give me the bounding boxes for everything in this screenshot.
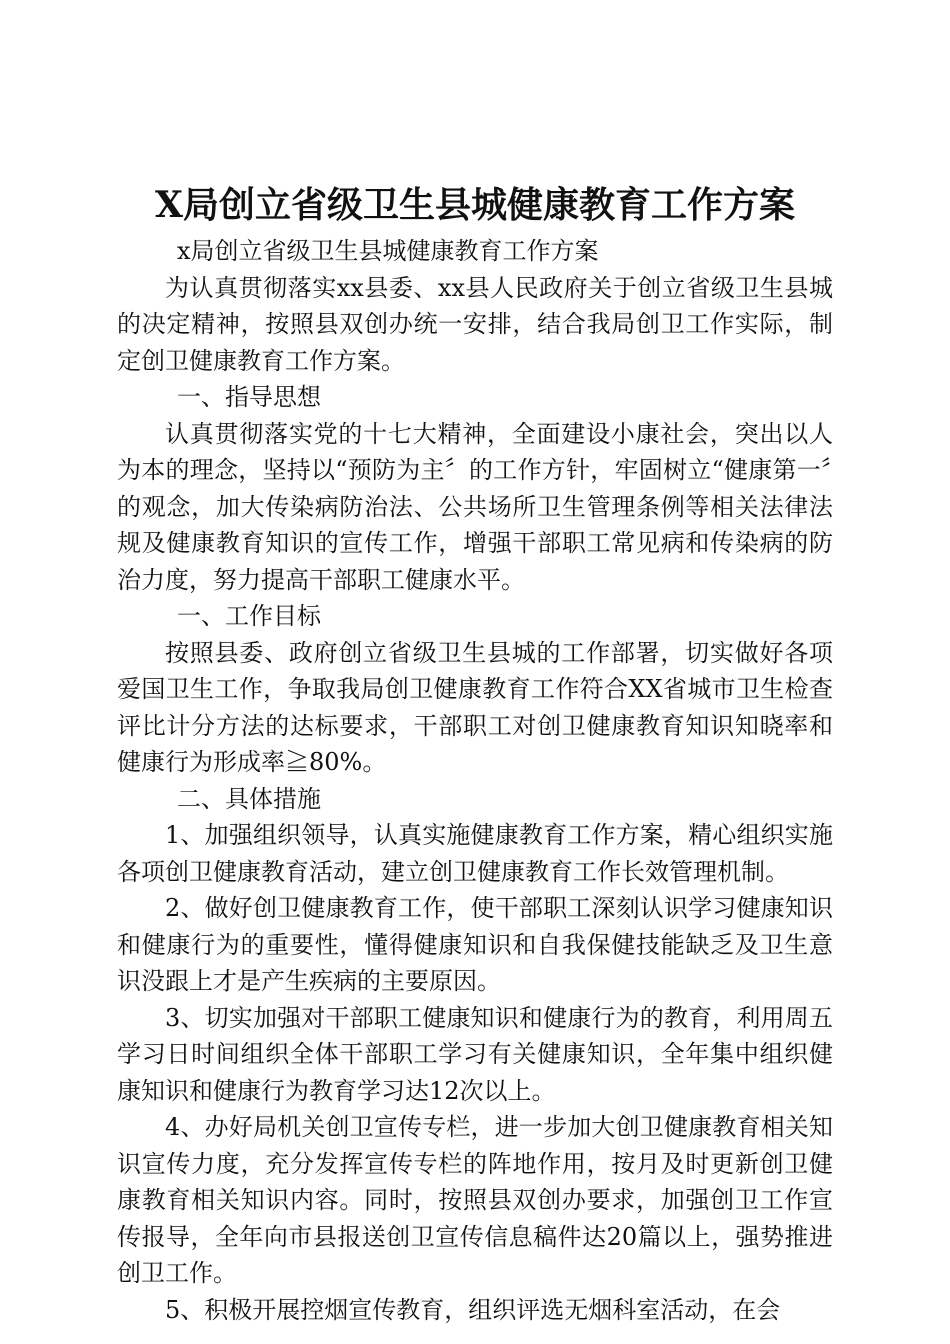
document-title: X局创立省级卫生县城健康教育工作方案 [155, 184, 795, 226]
measure-item: 1、加强组织领导，认真实施健康教育工作方案，精心组织实施各项创卫健康教育活动，建立创卫健康教育工作长效管理机制。 [117, 821, 833, 886]
body-paragraph: 认真贯彻落实党的十七大精神，全面建设小康社会，突出以人为本的理念，坚持以“预防为主〞的工作方针，牢固树立“健康第一〞的观念，加大传染病防治法、公共场所卫生管理条例等相关法律法规及健康教育知识的宣传工作，增强干部职工常见病和传染病的防治力度，努力提高干部职工健康水平。 [117, 419, 833, 594]
section-heading: 一、指导思想 [177, 383, 321, 411]
section-heading: 二、具体措施 [177, 784, 321, 813]
measure-item: 4、办好局机关创卫宣传专栏，进一步加大创卫健康教育相关知识宣传力度，充分发挥宣传专栏的阵地作用，按月及时更新创卫健康教育相关知识内容。同时，按照县双创办要求，加强创卫工作宣传报导，全年向市县报送创卫宣传信息稿件达20篇以上，强势推进创卫工作。 [117, 1113, 833, 1287]
measure-item: 2、做好创卫健康教育工作，使干部职工深刻认识学习健康知识和健康行为的重要性，懂得健康知识和自我保健技能缺乏及卫生意识没跟上才是产生疾病的主要原因。 [117, 894, 833, 995]
measure-item: 3、切实加强对干部职工健康知识和健康行为的教育，利用周五学习日时间组织全体干部职工学习有关健康知识，全年集中组织健康知识和健康行为教育学习达12次以上。 [117, 1003, 833, 1105]
subtitle-line: x局创立省级卫生县城健康教育工作方案 [177, 237, 599, 265]
intro-paragraph: 为认真贯彻落实xx县委、xx县人民政府关于创立省级卫生县城的决定精神，按照县双创办统一安排，结合我局创卫工作实际，制定创卫健康教育工作方案。 [117, 273, 833, 375]
measure-item: 5、积极开展控烟宣传教育，组织评选无烟科室活动，在会 [165, 1295, 781, 1324]
body-paragraph: 按照县委、政府创立省级卫生县城的工作部署，切实做好各项爱国卫生工作，争取我局创卫健康教育工作符合XX省城市卫生检查评比计分方法的达标要求，干部职工对创卫健康教育知识知晓率和健康行为形成率≧80%。 [117, 638, 833, 776]
section-heading: 一、工作目标 [177, 602, 321, 630]
document-body [117, 233, 833, 1328]
